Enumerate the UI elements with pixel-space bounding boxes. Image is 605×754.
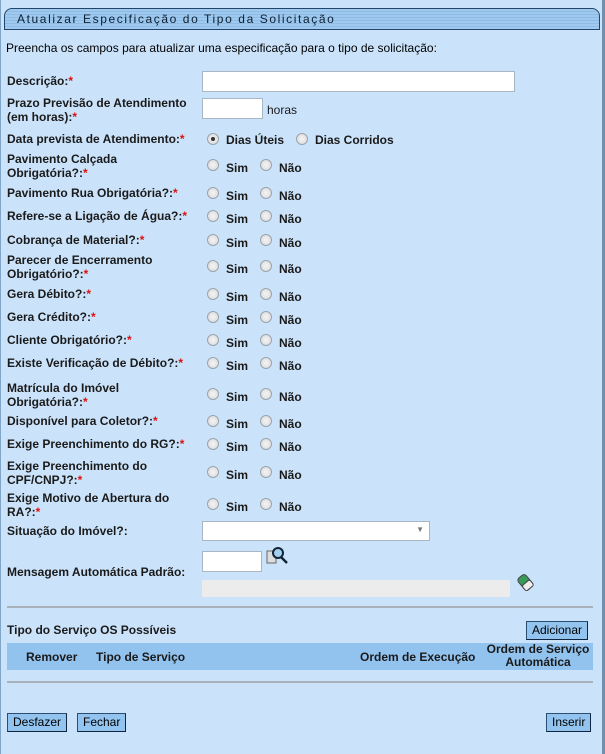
sim-label: Sim: [226, 189, 249, 203]
dias-corridos-label: Dias Corridos: [315, 133, 394, 147]
question-label: Exige Preenchimento do CPF/CNPJ?:*: [7, 459, 148, 487]
nao-label: Não: [279, 417, 302, 431]
nao-label: Não: [279, 212, 302, 226]
nao-radio[interactable]: [260, 260, 272, 272]
sim-radio[interactable]: [207, 415, 219, 427]
col-os-automatica: Ordem de Serviço Automática: [486, 642, 590, 669]
sim-label: Sim: [226, 236, 249, 250]
question-label: Matrícula do Imóvel Obrigatória?:*: [7, 381, 120, 409]
search-icon[interactable]: [265, 545, 289, 567]
sim-label: Sim: [226, 313, 249, 327]
nao-radio[interactable]: [260, 415, 272, 427]
nao-label: Não: [279, 236, 302, 250]
sim-label: Sim: [226, 336, 249, 350]
nao-radio[interactable]: [260, 187, 272, 199]
question-label: Disponível para Coletor?:*: [7, 414, 158, 428]
intro-text: Preencha os campos para atualizar uma especificação para o tipo de solicitação:: [6, 41, 437, 55]
sim-radio[interactable]: [207, 388, 219, 400]
nao-label: Não: [279, 390, 302, 404]
question-label: Existe Verificação de Débito?:*: [7, 356, 184, 370]
nao-label: Não: [279, 440, 302, 454]
mensagem-label: Mensagem Automática Padrão:: [7, 565, 186, 579]
divider: [7, 681, 593, 683]
servicos-title: Tipo do Serviço OS Possíveis: [7, 623, 177, 637]
nao-radio[interactable]: [260, 357, 272, 369]
nao-radio[interactable]: [260, 498, 272, 510]
sim-radio[interactable]: [207, 210, 219, 222]
nao-label: Não: [279, 313, 302, 327]
servicos-table-header: [7, 643, 593, 670]
sim-radio[interactable]: [207, 311, 219, 323]
situacao-label: Situação do Imóvel?:: [7, 524, 128, 538]
inserir-button[interactable]: Inserir: [546, 713, 591, 732]
nao-radio[interactable]: [260, 334, 272, 346]
horas-unit: horas: [267, 103, 298, 117]
sim-label: Sim: [226, 262, 249, 276]
chevron-down-icon: ▼: [416, 525, 424, 534]
nao-label: Não: [279, 468, 302, 482]
question-label: Exige Preenchimento do RG?:*: [7, 437, 185, 451]
sim-radio[interactable]: [207, 159, 219, 171]
question-label: Parecer de Encerramento Obrigatório?:*: [7, 253, 153, 281]
sim-label: Sim: [226, 359, 249, 373]
prazo-label: Prazo Previsão de Atendimento (em horas):*: [7, 96, 187, 124]
nao-label: Não: [279, 290, 302, 304]
dias-uteis-radio[interactable]: [207, 133, 219, 145]
sim-label: Sim: [226, 468, 249, 482]
adicionar-button[interactable]: Adicionar: [526, 621, 588, 640]
nao-radio[interactable]: [260, 210, 272, 222]
nao-radio[interactable]: [260, 438, 272, 450]
col-remover: Remover: [26, 650, 78, 664]
page-title: Atualizar Especificação do Tipo da Solicitação: [17, 12, 336, 26]
nao-label: Não: [279, 189, 302, 203]
sim-radio[interactable]: [207, 498, 219, 510]
question-label: Cobrança de Material?:*: [7, 233, 145, 247]
prazo-input[interactable]: [202, 98, 263, 119]
eraser-icon[interactable]: [515, 572, 535, 592]
question-label: Refere-se a Ligação de Água?:*: [7, 209, 188, 223]
situacao-select[interactable]: [202, 521, 430, 541]
sim-radio[interactable]: [207, 357, 219, 369]
nao-radio[interactable]: [260, 388, 272, 400]
nao-radio[interactable]: [260, 466, 272, 478]
nao-radio[interactable]: [260, 234, 272, 246]
nao-label: Não: [279, 336, 302, 350]
descricao-input[interactable]: [202, 71, 515, 92]
data-prevista-label: Data prevista de Atendimento:*: [7, 132, 185, 146]
sim-label: Sim: [226, 290, 249, 304]
sim-label: Sim: [226, 500, 249, 514]
sim-radio[interactable]: [207, 288, 219, 300]
question-label: Pavimento Rua Obrigatória?:*: [7, 186, 178, 200]
sim-radio[interactable]: [207, 466, 219, 478]
sim-label: Sim: [226, 390, 249, 404]
descricao-label: Descrição:*: [7, 74, 74, 88]
nao-label: Não: [279, 359, 302, 373]
question-label: Exige Motivo de Abertura do RA?:*: [7, 491, 170, 519]
mensagem-description: [202, 580, 510, 597]
question-label: Cliente Obrigatório?:*: [7, 333, 132, 347]
dias-corridos-radio[interactable]: [296, 133, 308, 145]
col-ordem-execucao: Ordem de Execução: [360, 650, 476, 664]
question-label: Gera Débito?:*: [7, 287, 92, 301]
nao-label: Não: [279, 500, 302, 514]
question-label: Pavimento Calçada Obrigatória?:*: [7, 152, 118, 180]
sim-radio[interactable]: [207, 187, 219, 199]
dias-uteis-label: Dias Úteis: [226, 133, 285, 147]
question-label: Gera Crédito?:*: [7, 310, 96, 324]
mensagem-code-input[interactable]: [202, 551, 262, 572]
sim-label: Sim: [226, 161, 249, 175]
sim-radio[interactable]: [207, 334, 219, 346]
nao-radio[interactable]: [260, 288, 272, 300]
desfazer-button[interactable]: Desfazer: [7, 713, 67, 732]
nao-radio[interactable]: [260, 311, 272, 323]
sim-label: Sim: [226, 212, 249, 226]
fechar-button[interactable]: Fechar: [77, 713, 126, 732]
sim-radio[interactable]: [207, 260, 219, 272]
sim-radio[interactable]: [207, 438, 219, 450]
nao-label: Não: [279, 262, 302, 276]
nao-label: Não: [279, 161, 302, 175]
col-tipo-servico: Tipo de Serviço: [96, 650, 186, 664]
sim-label: Sim: [226, 440, 249, 454]
divider: [7, 606, 593, 608]
nao-radio[interactable]: [260, 159, 272, 171]
sim-radio[interactable]: [207, 234, 219, 246]
title-bar: [4, 8, 600, 30]
sim-label: Sim: [226, 417, 249, 431]
